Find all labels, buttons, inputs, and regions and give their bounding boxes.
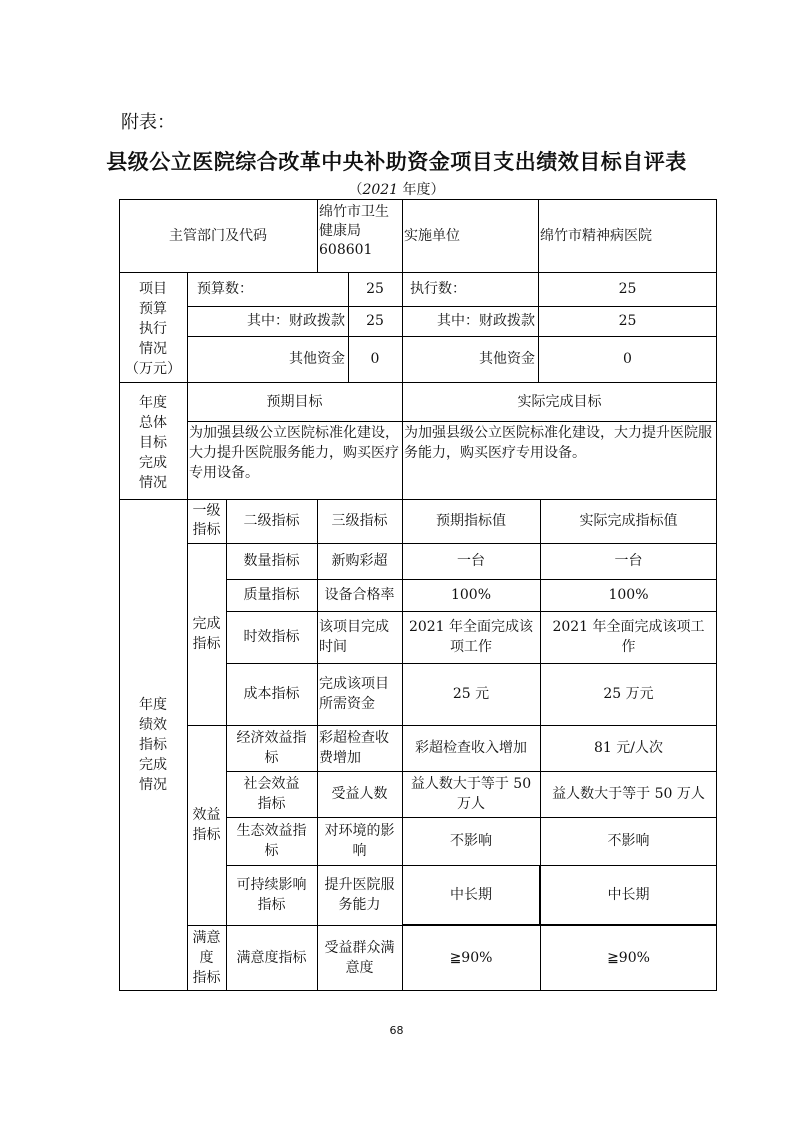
level2-header: 二级指标	[243, 513, 300, 529]
level2-cell: 成本指标	[243, 686, 300, 702]
level3-cell: 彩超检查收 费增加	[319, 730, 389, 766]
exec-row-value: 25	[618, 281, 637, 297]
level3-cell: 设备合格率	[324, 587, 395, 603]
budget-row-value: 0	[370, 351, 380, 367]
page-title: 县级公立医院综合改革中央补助资金项目支出绩效目标自评表	[106, 150, 687, 174]
year-open: （	[348, 182, 363, 198]
indicators-section-label: 年度 绩效 指标 完成 情况	[139, 697, 167, 793]
actual-value-cell: 益人数大于等于 50 万人	[552, 786, 705, 802]
expected-value-header: 预期指标值	[436, 513, 506, 529]
actual-value-cell: ≧90%	[607, 950, 650, 966]
year-suffix: 年度）	[398, 182, 445, 198]
level3-cell: 对环境的影 响	[324, 823, 395, 859]
budget-section-label: 项目 预算 执行 情况 （万元）	[125, 281, 181, 377]
exec-row-label: 其中：财政拨款	[437, 313, 535, 329]
actual-value-cell: 81 元/人次	[594, 740, 663, 756]
level1-header: 一级 指标	[192, 503, 221, 538]
budget-row-label: 预算数：	[197, 281, 253, 297]
benefit-group-label: 效益 指标	[192, 807, 221, 843]
expected-goal-text: 为加强县级公立医院标准化建设，大力提升医院服务能力，购买医疗专用设备。	[189, 425, 399, 481]
level2-cell: 生态效益指 标	[236, 823, 307, 859]
dept-value-line: 健康局	[319, 223, 361, 239]
unit-label: 实施单位	[404, 227, 460, 244]
budget-row-label: 其他资金	[289, 351, 345, 367]
actual-value-cell: 2021 年全面完成该项工 作	[552, 619, 705, 655]
expected-goal-header: 预期目标	[266, 393, 323, 410]
level3-header: 三级指标	[331, 513, 388, 529]
actual-value-cell: 中长期	[607, 887, 650, 903]
expected-value-cell: 2021 年全面完成该 项工作	[408, 619, 534, 655]
level3-cell: 该项目完成 时间	[319, 619, 389, 655]
exec-row-value: 0	[623, 351, 632, 367]
goals-section-label: 年度 总体 目标 完成 情况	[139, 395, 167, 491]
dept-label: 主管部门及代码	[169, 227, 267, 244]
expected-value-cell: 彩超检查收入增加	[415, 740, 527, 756]
expected-value-cell: 一台	[457, 553, 485, 569]
appendix-label: 附表：	[121, 112, 175, 133]
dept-code: 608601	[319, 242, 373, 258]
level3-cell: 受益群众满 意度	[324, 940, 395, 976]
dept-value	[317, 203, 402, 272]
level2-cell: 质量指标	[243, 587, 300, 603]
level2-cell: 经济效益指 标	[236, 730, 307, 766]
budget-row-value: 25	[366, 313, 384, 329]
expected-value-cell: 益人数大于等于 50 万人	[410, 776, 532, 812]
exec-row-label: 其他资金	[479, 351, 535, 367]
expected-value-cell: ≧90%	[449, 950, 493, 966]
actual-value-cell: 一台	[614, 553, 643, 569]
expected-value-cell: 25 元	[452, 686, 490, 702]
level2-cell: 数量指标	[243, 553, 300, 569]
page-number: 68	[389, 1024, 404, 1037]
budget-row-value: 25	[366, 281, 384, 297]
actual-goal-text: 为加强县级公立医院标准化建设，大力提升医院服务能力，购买医疗专用设备。	[404, 425, 712, 461]
actual-value-cell: 25 万元	[603, 686, 654, 702]
year-value: 2021	[362, 182, 399, 198]
exec-row-label: 执行数：	[410, 281, 466, 297]
expected-value-cell: 中长期	[450, 887, 492, 903]
actual-value-header: 实际完成指标值	[579, 513, 678, 529]
budget-row-label: 其中：财政拨款	[247, 313, 345, 329]
dept-value-line: 绵竹市卫生	[319, 204, 389, 220]
level3-cell: 受益人数	[331, 786, 388, 802]
level2-cell: 社会效益 指标	[243, 776, 300, 812]
level2-cell: 时效指标	[243, 629, 300, 645]
actual-value-cell: 不影响	[607, 833, 650, 849]
completion-group-label: 完成 指标	[192, 616, 221, 652]
expected-value-cell: 100%	[450, 587, 492, 603]
actual-value-cell: 100%	[608, 587, 649, 603]
unit-value: 绵竹市精神病医院	[540, 227, 652, 244]
level3-cell: 完成该项目 所需资金	[319, 676, 389, 712]
expected-value-cell: 不影响	[450, 833, 492, 849]
exec-row-value: 25	[618, 313, 637, 329]
level3-cell: 提升医院服 务能力	[324, 877, 395, 913]
satisfaction-group-label: 满意 度 指标	[192, 930, 221, 986]
actual-goal-header: 实际完成目标	[517, 393, 602, 410]
level2-cell: 满意度指标	[236, 950, 307, 966]
level3-cell: 新购彩超	[331, 553, 388, 569]
level2-cell: 可持续影响 指标	[236, 877, 307, 913]
year-line	[0, 179, 793, 199]
